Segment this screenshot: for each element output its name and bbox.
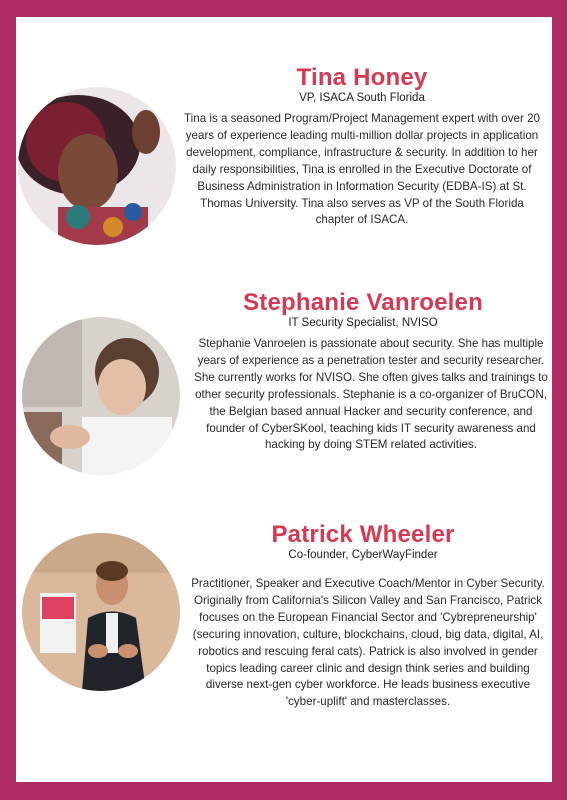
portrait-image bbox=[18, 87, 176, 245]
speaker-role: Co-founder, CyberWayFinder bbox=[288, 549, 438, 561]
speaker-name: Stephanie Vanroelen bbox=[243, 289, 483, 316]
speaker-photo bbox=[22, 317, 180, 475]
speaker-name: Patrick Wheeler bbox=[271, 521, 455, 548]
speaker-photo bbox=[18, 87, 176, 245]
speaker-photo bbox=[22, 533, 180, 691]
speaker-text bbox=[176, 65, 548, 229]
speaker-role: VP, ISACA South Florida bbox=[299, 92, 425, 104]
speaker-role: IT Security Specialist, NVISO bbox=[288, 317, 438, 329]
portrait-image bbox=[22, 317, 180, 475]
speaker-bio: Tina is a seasoned Program/Project Management expert with over 20 years of experience leading multi-million dollar projects in application development, compliance, infrastructure & security. In addition to her daily responsibilities, Tina is enrolled in the Executive Doctorate of Business Administration in Information Security (EDBA-IS) at St. Thomas University. Tina also serves as VP of the South Florida chapter of ISACA. bbox=[184, 112, 540, 227]
speaker-text bbox=[191, 290, 551, 454]
speaker-text bbox=[188, 522, 548, 711]
portrait-image bbox=[22, 533, 180, 691]
speaker-page bbox=[16, 17, 552, 782]
speaker-bio: Practitioner, Speaker and Executive Coach/Mentor in Cyber Security. Originally from California's Silicon Valley and San Francisco, Patrick focuses on the European Financial Sector and 'Cybrepreneurship' (securing innovation, culture, blockchains, cloud, big data, digital, AI, robotics and rescuing feral cats). Patrick is also involved in gender topics leading career clinic and design think series and building diverse next-gen cyber workforce. He leads business executive 'cyber-uplift' and masterclasses. bbox=[191, 577, 545, 709]
speaker-name: Tina Honey bbox=[296, 64, 428, 91]
speaker-bio: Stephanie Vanroelen is passionate about security. She has multiple years of experience as a penetration tester and security researcher. She currently works for NVISO. She often gives talks and trainings to other security professionals. Stephanie is a co-organizer of BruCON, the Belgian based annual Hacker and security conference, and founder of CyberSKool, teaching kids IT security awareness and hacking by doing STEM related activities. bbox=[194, 337, 548, 452]
